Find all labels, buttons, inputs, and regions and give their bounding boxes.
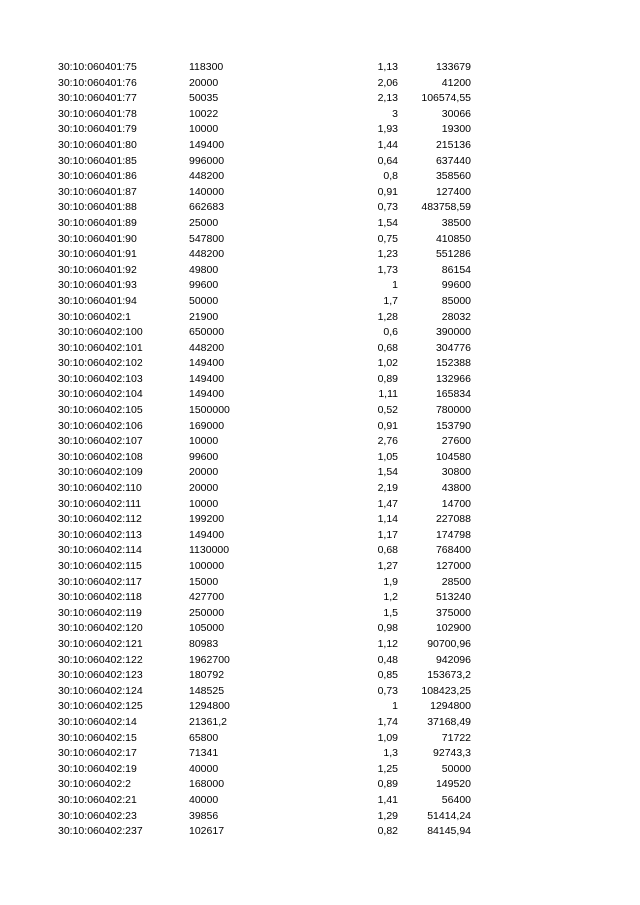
value-cell: 10000 — [189, 497, 219, 510]
result-cell: 942096 — [435, 653, 471, 666]
coefficient-cell: 1,44 — [377, 138, 398, 151]
value-cell: 148525 — [189, 684, 225, 697]
value-cell: 140000 — [189, 185, 225, 198]
value-cell: 20000 — [189, 466, 219, 479]
result-cell: 390000 — [435, 326, 471, 339]
table-row — [0, 731, 640, 747]
cadastral-number-cell: 30:10:060402:2 — [58, 778, 131, 791]
result-cell: 174798 — [435, 528, 471, 541]
value-cell: 448200 — [189, 170, 225, 183]
table-row — [0, 216, 640, 232]
table-row — [0, 341, 640, 357]
result-cell: 149520 — [435, 778, 471, 791]
result-cell: 1294800 — [430, 700, 471, 713]
value-cell: 448200 — [189, 248, 225, 261]
value-cell: 105000 — [189, 622, 225, 635]
result-cell: 50000 — [441, 762, 471, 775]
cadastral-number-cell: 30:10:060402:105 — [58, 404, 143, 417]
cadastral-number-cell: 30:10:060402:114 — [58, 544, 142, 557]
coefficient-cell: 0,8 — [383, 170, 398, 183]
table-row — [0, 543, 640, 559]
coefficient-cell: 2,76 — [377, 435, 398, 448]
value-cell: 99600 — [189, 450, 219, 463]
table-row — [0, 278, 640, 294]
coefficient-cell: 0,68 — [377, 544, 398, 557]
result-cell: 56400 — [441, 793, 471, 806]
table-row — [0, 185, 640, 201]
cadastral-number-cell: 30:10:060402:108 — [58, 450, 143, 463]
coefficient-cell: 2,13 — [377, 92, 398, 105]
cadastral-number-cell: 30:10:060401:77 — [58, 92, 137, 105]
table-row — [0, 60, 640, 76]
table-row — [0, 107, 640, 123]
table-row — [0, 169, 640, 185]
coefficient-cell: 1,9 — [383, 575, 398, 588]
coefficient-cell: 1,5 — [383, 606, 398, 619]
table-row — [0, 637, 640, 653]
coefficient-cell: 0,73 — [377, 201, 398, 214]
table-row — [0, 403, 640, 419]
cadastral-number-cell: 30:10:060402:17 — [58, 747, 137, 760]
value-cell: 1130000 — [189, 544, 230, 557]
value-cell: 10022 — [189, 107, 219, 120]
value-cell: 21900 — [189, 310, 219, 323]
coefficient-cell: 0,6 — [383, 326, 398, 339]
coefficient-cell: 1,93 — [377, 123, 398, 136]
result-cell: 51414,24 — [427, 809, 471, 822]
coefficient-cell: 0,75 — [377, 232, 398, 245]
coefficient-cell: 0,85 — [377, 669, 398, 682]
table-row — [0, 138, 640, 154]
coefficient-cell: 1,28 — [377, 310, 398, 323]
cadastral-number-cell: 30:10:060402:104 — [58, 388, 143, 401]
value-cell: 180792 — [189, 669, 225, 682]
coefficient-cell: 1,11 — [378, 388, 398, 401]
value-cell: 448200 — [189, 341, 225, 354]
cadastral-number-cell: 30:10:060402:115 — [58, 560, 142, 572]
table-row — [0, 247, 640, 263]
table-row — [0, 434, 640, 450]
cadastral-number-cell: 30:10:060401:75 — [58, 61, 137, 73]
table-row — [0, 653, 640, 669]
value-cell: 15000 — [189, 575, 219, 588]
cadastral-number-cell: 30:10:060402:21 — [58, 793, 137, 806]
value-cell: 50000 — [189, 294, 219, 307]
coefficient-cell: 1,54 — [377, 216, 398, 229]
value-cell: 21361,2 — [189, 715, 227, 728]
cadastral-number-cell: 30:10:060402:113 — [58, 528, 142, 541]
table-row — [0, 450, 640, 466]
value-cell: 1962700 — [189, 653, 230, 666]
value-cell: 99600 — [189, 279, 219, 292]
coefficient-cell: 1,12 — [377, 637, 398, 650]
table-row — [0, 699, 640, 715]
value-cell: 100000 — [189, 560, 225, 572]
value-cell: 80983 — [189, 637, 219, 650]
coefficient-cell: 1,17 — [377, 528, 398, 541]
cadastral-number-cell: 30:10:060401:93 — [58, 279, 137, 292]
result-cell: 127400 — [435, 185, 471, 198]
table-row — [0, 372, 640, 388]
value-cell: 102617 — [189, 825, 225, 838]
value-cell: 427700 — [189, 591, 225, 604]
value-cell: 149400 — [189, 388, 225, 401]
value-cell: 40000 — [189, 762, 219, 775]
coefficient-cell: 1,73 — [377, 263, 398, 276]
result-cell: 90700,96 — [427, 637, 471, 650]
cadastral-number-cell: 30:10:060402:122 — [58, 653, 143, 666]
cadastral-number-cell: 30:10:060401:85 — [58, 154, 137, 167]
cadastral-number-cell: 30:10:060402:102 — [58, 357, 143, 370]
coefficient-cell: 1,54 — [377, 466, 398, 479]
result-cell: 551286 — [435, 248, 471, 261]
value-cell: 149400 — [189, 528, 225, 541]
result-cell: 358560 — [435, 170, 471, 183]
table-row — [0, 684, 640, 700]
value-cell: 199200 — [189, 513, 225, 526]
cadastral-number-cell: 30:10:060402:120 — [58, 622, 143, 635]
table-row — [0, 793, 640, 809]
result-cell: 92743,3 — [433, 747, 471, 760]
coefficient-cell: 0,91 — [377, 419, 398, 432]
table-row — [0, 356, 640, 372]
cadastral-number-cell: 30:10:060402:124 — [58, 684, 143, 697]
table-row — [0, 76, 640, 92]
table-row — [0, 621, 640, 637]
cadastral-number-cell: 30:10:060402:110 — [58, 482, 142, 495]
value-cell: 996000 — [189, 154, 225, 167]
cadastral-number-cell: 30:10:060402:100 — [58, 326, 143, 339]
table-row — [0, 512, 640, 528]
result-cell: 102900 — [435, 622, 471, 635]
coefficient-cell: 1,02 — [377, 357, 398, 370]
table-row — [0, 762, 640, 778]
table-row — [0, 387, 640, 403]
result-cell: 84145,94 — [427, 825, 471, 838]
result-cell: 410850 — [435, 232, 471, 245]
cadastral-number-cell: 30:10:060402:112 — [58, 513, 142, 526]
cadastral-number-cell: 30:10:060401:94 — [58, 294, 137, 307]
coefficient-cell: 1,47 — [377, 497, 398, 510]
cadastral-number-cell: 30:10:060401:92 — [58, 263, 137, 276]
coefficient-cell: 1,41 — [377, 793, 398, 806]
value-cell: 71341 — [189, 747, 219, 760]
cadastral-number-cell: 30:10:060401:88 — [58, 201, 137, 214]
cadastral-number-cell: 30:10:060402:103 — [58, 372, 143, 385]
coefficient-cell: 1,2 — [383, 591, 398, 604]
cadastral-number-cell: 30:10:060402:101 — [58, 341, 143, 354]
result-cell: 153790 — [435, 419, 471, 432]
table-row — [0, 294, 640, 310]
result-cell: 513240 — [435, 591, 471, 604]
coefficient-cell: 0,64 — [377, 154, 398, 167]
result-cell: 133679 — [435, 61, 471, 73]
result-cell: 37168,49 — [427, 715, 471, 728]
result-cell: 768400 — [435, 544, 471, 557]
coefficient-cell: 1 — [392, 700, 398, 713]
value-cell: 1294800 — [189, 700, 230, 713]
table-row — [0, 481, 640, 497]
value-cell: 168000 — [189, 778, 225, 791]
result-cell: 41200 — [441, 76, 471, 89]
coefficient-cell: 1,09 — [377, 731, 398, 744]
cadastral-number-cell: 30:10:060401:87 — [58, 185, 137, 198]
cadastral-number-cell: 30:10:060402:119 — [58, 606, 142, 619]
table-row — [0, 419, 640, 435]
table-row — [0, 715, 640, 731]
value-cell: 10000 — [189, 435, 219, 448]
table-row — [0, 325, 640, 341]
value-cell: 20000 — [189, 482, 219, 495]
value-cell: 650000 — [189, 326, 225, 339]
value-cell: 10000 — [189, 123, 219, 136]
coefficient-cell: 1,14 — [377, 513, 398, 526]
table-row — [0, 575, 640, 591]
table-row — [0, 746, 640, 762]
table-row — [0, 200, 640, 216]
coefficient-cell: 1,29 — [377, 809, 398, 822]
table-row — [0, 91, 640, 107]
coefficient-cell: 0,91 — [377, 185, 398, 198]
result-cell: 304776 — [435, 341, 471, 354]
result-cell: 28500 — [441, 575, 471, 588]
value-cell: 65800 — [189, 731, 219, 744]
value-cell: 547800 — [189, 232, 225, 245]
cadastral-number-cell: 30:10:060402:111 — [58, 497, 142, 510]
coefficient-cell: 2,06 — [377, 76, 398, 89]
value-cell: 149400 — [189, 372, 225, 385]
result-cell: 85000 — [441, 294, 471, 307]
cadastral-number-cell: 30:10:060401:89 — [58, 216, 137, 229]
result-cell: 27600 — [441, 435, 471, 448]
cadastral-number-cell: 30:10:060402:19 — [58, 762, 137, 775]
result-cell: 375000 — [435, 606, 471, 619]
cadastral-number-cell: 30:10:060402:14 — [58, 715, 137, 728]
cadastral-number-cell: 30:10:060401:79 — [58, 123, 137, 136]
value-cell: 49800 — [189, 263, 219, 276]
table-row — [0, 497, 640, 513]
value-cell: 250000 — [189, 606, 225, 619]
table-row — [0, 809, 640, 825]
table-row — [0, 263, 640, 279]
result-cell: 165834 — [435, 388, 471, 401]
coefficient-cell: 2,19 — [377, 482, 398, 495]
value-cell: 149400 — [189, 138, 225, 151]
cadastral-number-cell: 30:10:060402:107 — [58, 435, 143, 448]
coefficient-cell: 1,3 — [383, 747, 398, 760]
result-cell: 227088 — [435, 513, 471, 526]
result-cell: 780000 — [435, 404, 471, 417]
coefficient-cell: 1 — [392, 279, 398, 292]
value-cell: 40000 — [189, 793, 219, 806]
value-cell: 20000 — [189, 76, 219, 89]
cadastral-number-cell: 30:10:060401:78 — [58, 107, 137, 120]
cadastral-number-cell: 30:10:060402:117 — [58, 575, 142, 588]
result-cell: 152388 — [435, 357, 471, 370]
table-row — [0, 668, 640, 684]
coefficient-cell: 3 — [392, 107, 398, 120]
result-cell: 153673,2 — [427, 669, 471, 682]
cadastral-number-cell: 30:10:060402:23 — [58, 809, 137, 822]
table-row — [0, 232, 640, 248]
cadastral-number-cell: 30:10:060402:118 — [58, 591, 142, 604]
coefficient-cell: 0,68 — [377, 341, 398, 354]
cadastral-number-cell: 30:10:060402:121 — [58, 637, 143, 650]
table-row — [0, 824, 640, 840]
cadastral-number-cell: 30:10:060401:91 — [58, 248, 137, 261]
value-cell: 118300 — [189, 61, 224, 73]
result-cell: 38500 — [441, 216, 471, 229]
cadastral-number-cell: 30:10:060402:1 — [58, 310, 131, 323]
cadastral-number-cell: 30:10:060401:80 — [58, 138, 137, 151]
value-cell: 39856 — [189, 809, 219, 822]
result-cell: 30800 — [441, 466, 471, 479]
cadastral-number-cell: 30:10:060402:106 — [58, 419, 143, 432]
result-cell: 43800 — [441, 482, 471, 495]
table-row — [0, 154, 640, 170]
result-cell: 71722 — [441, 731, 471, 744]
coefficient-cell: 1,25 — [377, 762, 398, 775]
result-cell: 483758,59 — [421, 201, 471, 214]
coefficient-cell: 1,23 — [377, 248, 398, 261]
result-cell: 132966 — [435, 372, 471, 385]
table-row — [0, 777, 640, 793]
value-cell: 50035 — [189, 92, 219, 105]
result-cell: 127000 — [435, 560, 471, 572]
table-row — [0, 590, 640, 606]
table-row — [0, 122, 640, 138]
result-cell: 28032 — [441, 310, 471, 323]
cadastral-number-cell: 30:10:060401:90 — [58, 232, 137, 245]
cadastral-number-cell: 30:10:060402:237 — [58, 825, 143, 838]
result-cell: 106574,55 — [421, 92, 471, 105]
value-cell: 662683 — [189, 201, 225, 214]
result-cell: 104580 — [435, 450, 471, 463]
coefficient-cell: 1,27 — [377, 560, 398, 572]
cadastral-number-cell: 30:10:060401:86 — [58, 170, 137, 183]
coefficient-cell: 1,05 — [377, 450, 398, 463]
coefficient-cell: 0,89 — [377, 372, 398, 385]
value-cell: 25000 — [189, 216, 219, 229]
result-cell: 637440 — [435, 154, 471, 167]
value-cell: 1500000 — [189, 404, 230, 417]
cadastral-number-cell: 30:10:060402:125 — [58, 700, 143, 713]
coefficient-cell: 1,13 — [377, 61, 398, 73]
result-cell: 99600 — [441, 279, 471, 292]
result-cell: 215136 — [435, 138, 471, 151]
coefficient-cell: 1,74 — [377, 715, 398, 728]
cadastral-number-cell: 30:10:060402:15 — [58, 731, 137, 744]
table-row — [0, 528, 640, 544]
result-cell: 108423,25 — [421, 684, 471, 697]
data-sheet — [0, 60, 640, 840]
coefficient-cell: 0,52 — [377, 404, 398, 417]
result-cell: 19300 — [441, 123, 471, 136]
table-row — [0, 559, 640, 575]
table-row — [0, 310, 640, 326]
value-cell: 149400 — [189, 357, 225, 370]
cadastral-number-cell: 30:10:060401:76 — [58, 76, 137, 89]
result-cell: 30066 — [441, 107, 471, 120]
result-cell: 86154 — [441, 263, 471, 276]
coefficient-cell: 0,89 — [377, 778, 398, 791]
coefficient-cell: 0,82 — [377, 825, 398, 838]
coefficient-cell: 1,7 — [383, 294, 398, 307]
coefficient-cell: 0,73 — [377, 684, 398, 697]
coefficient-cell: 0,98 — [377, 622, 398, 635]
result-cell: 14700 — [441, 497, 471, 510]
table-row — [0, 465, 640, 481]
cadastral-number-cell: 30:10:060402:123 — [58, 669, 143, 682]
cadastral-number-cell: 30:10:060402:109 — [58, 466, 143, 479]
coefficient-cell: 0,48 — [377, 653, 398, 666]
table-row — [0, 606, 640, 622]
value-cell: 169000 — [189, 419, 225, 432]
